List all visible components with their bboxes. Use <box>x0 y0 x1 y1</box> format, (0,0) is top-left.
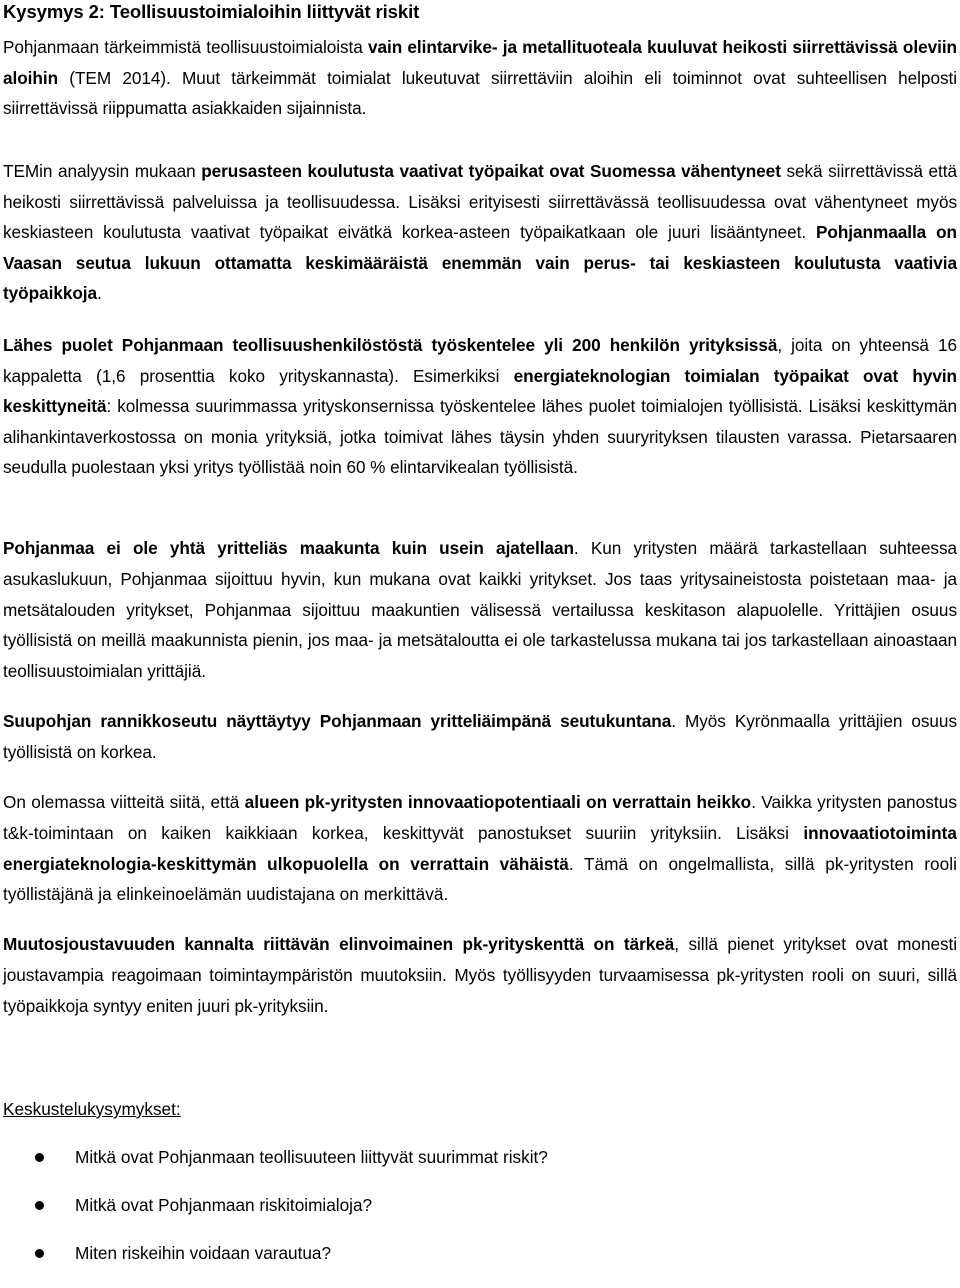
paragraph-2-run-4: Pohjanmaalla on Vaasan seutua lukuun ottamatta keskimääräistä enemmän vain perus- tai keskiasteen koulutusta vaativia työpaikkoja <box>3 222 957 303</box>
paragraph-3-run-3: energiateknologian toimialan työpaikat ovat hyvin keskittyneitä <box>3 365 957 416</box>
page-title: Kysymys 2: Teollisuustoimialoihin liittyvät riskit <box>3 1 420 22</box>
paragraph-5-run-1: Suupohjan rannikkoseutu näyttäytyy Pohjanmaan yritteliäimpänä seutukuntana <box>3 711 672 731</box>
discussion-question-list <box>3 1144 957 1288</box>
paragraph-2-run-3: sekä siirrettävissä että heikosti siirrettävissä palveluissa ja teollisuudessa. Lisäksi erityisesti siirrettävässä teollisuudessa ovat vähentyneet myös keskiasteen koulutusta vaativat työpaikat eivätkä korkea-asteen työpaikatkaan ole juuri lisääntyneet. <box>3 161 957 242</box>
paragraph-2-run-5: . <box>97 283 102 303</box>
paragraph-3-run-2: , joita on yhteensä 16 kappaletta (1,6 prosenttia koko yrityskannasta). Esimerkiksi <box>3 335 957 386</box>
paragraph-5-run-2: . Myös Kyrönmaalla yrittäjien osuus työllisistä on korkea. <box>3 711 957 762</box>
paragraph-5 <box>3 706 957 768</box>
paragraph-3-run-4: : kolmessa suurimmassa yrityskonsernissa työskentelee lähes puolet toimialojen työllisistä. Lisäksi keskittymän alihankintaverkostossa on monia yrityksiä, jotka toimivat lähes täysin yhden suuryrityksen tilausten varassa. Pietarsaaren seudulla puolestaan yksi yritys työllistää noin 60 % elintarvikealan työllisistä. <box>3 396 957 477</box>
paragraph-6 <box>3 787 957 910</box>
discussion-question-text: Mitkä ovat Pohjanmaan riskitoimialoja? <box>75 1195 373 1215</box>
discussion-question-text: Miten riskeihin voidaan varautua? <box>75 1243 332 1263</box>
paragraph-1 <box>3 32 957 124</box>
paragraph-6-run-3: . Vaikka yritysten panostus t&k-toimintaan on kaiken kaikkiaan korkea, keskittyvät panostukset suuriin yrityksiin. Lisäksi <box>3 792 957 843</box>
paragraph-6-run-1: On olemassa viitteitä siitä, että <box>3 792 245 812</box>
paragraph-3-run-1: Lähes puolet Pohjanmaan teollisuushenkilöstöstä työskentelee yli 200 henkilön yrityksissä <box>3 335 778 355</box>
discussion-heading: Keskustelukysymykset: <box>3 1099 181 1119</box>
bullet-icon <box>35 1153 44 1162</box>
discussion-question <box>3 1144 957 1192</box>
paragraph-3 <box>3 330 957 483</box>
paragraph-6-run-4: innovaatiotoiminta energiateknologia-keskittymän ulkopuolella on verrattain vähäistä <box>3 822 957 874</box>
paragraph-1-run-3: (TEM 2014). Muut tärkeimmät toimialat lukeutuvat siirrettäviin aloihin eli toiminnot ovat suhteellisen helposti siirrettävissä riippumatta asiakkaiden sijainnista. <box>3 67 957 118</box>
paragraph-6-run-2: alueen pk-yritysten innovaatiopotentiaali on verrattain heikko <box>244 792 752 812</box>
discussion-section <box>3 1096 957 1288</box>
paragraph-4 <box>3 533 957 687</box>
discussion-question-text: Mitkä ovat Pohjanmaan teollisuuteen liittyvät suurimmat riskit? <box>75 1147 548 1167</box>
paragraph-1-run-1: Pohjanmaan tärkeimmistä teollisuustoimialoista <box>3 37 369 57</box>
paragraph-1-run-2: vain elintarvike- ja metallituoteala kuuluvat heikosti siirrettävissä oleviin aloihin <box>3 37 957 88</box>
paragraph-7 <box>3 929 957 1021</box>
bullet-icon <box>35 1201 44 1210</box>
discussion-question <box>3 1240 957 1288</box>
paragraph-7-run-1: Muutosjoustavuuden kannalta riittävän elinvoimainen pk-yrityskenttä on tärkeä <box>3 934 675 954</box>
paragraph-2-run-1: TEMin analyysin mukaan <box>3 161 202 181</box>
paragraph-6-run-5: . Tämä on ongelmallista, sillä pk-yritysten rooli työllistäjänä ja elinkeinoelämän uudistajana on merkittävä. <box>3 853 957 905</box>
paragraph-4-run-2: . Kun yritysten määrä tarkastellaan suhteessa asukaslukuun, Pohjanmaa sijoittuu hyvin, kun mukana ovat kaikki yritykset. Jos taas yritysaineistosta poistetaan maa- ja metsätalouden yritykset, Pohjanmaa sijoittuu maakuntien välisessä vertailussa keskitason alapuolelle. Yrittäjien osuus työllisistä on meillä maakunnista pienin, jos maa- ja metsätaloutta ei ole tarkastelussa mukana tai jos tarkastellaan ainoastaan teollisuustoimialan yrittäjiä. <box>3 538 957 682</box>
discussion-question <box>3 1192 957 1240</box>
bullet-icon <box>35 1249 44 1258</box>
paragraph-4-run-1: Pohjanmaa ei ole yhtä yritteliäs maakunta kuin usein ajatellaan <box>3 538 574 558</box>
paragraph-7-run-2: , sillä pienet yritykset ovat monesti joustavampia reagoimaan toimintaympäristön muutoksiin. Myös työllisyyden turvaamisessa pk-yritysten rooli on suuri, sillä työpaikkoja syntyy eniten juuri pk-yrityksiin. <box>3 934 957 1016</box>
paragraph-2-run-2: perusasteen koulutusta vaativat työpaikat ovat Suomessa vähentyneet <box>201 161 781 181</box>
paragraph-2 <box>3 156 957 309</box>
